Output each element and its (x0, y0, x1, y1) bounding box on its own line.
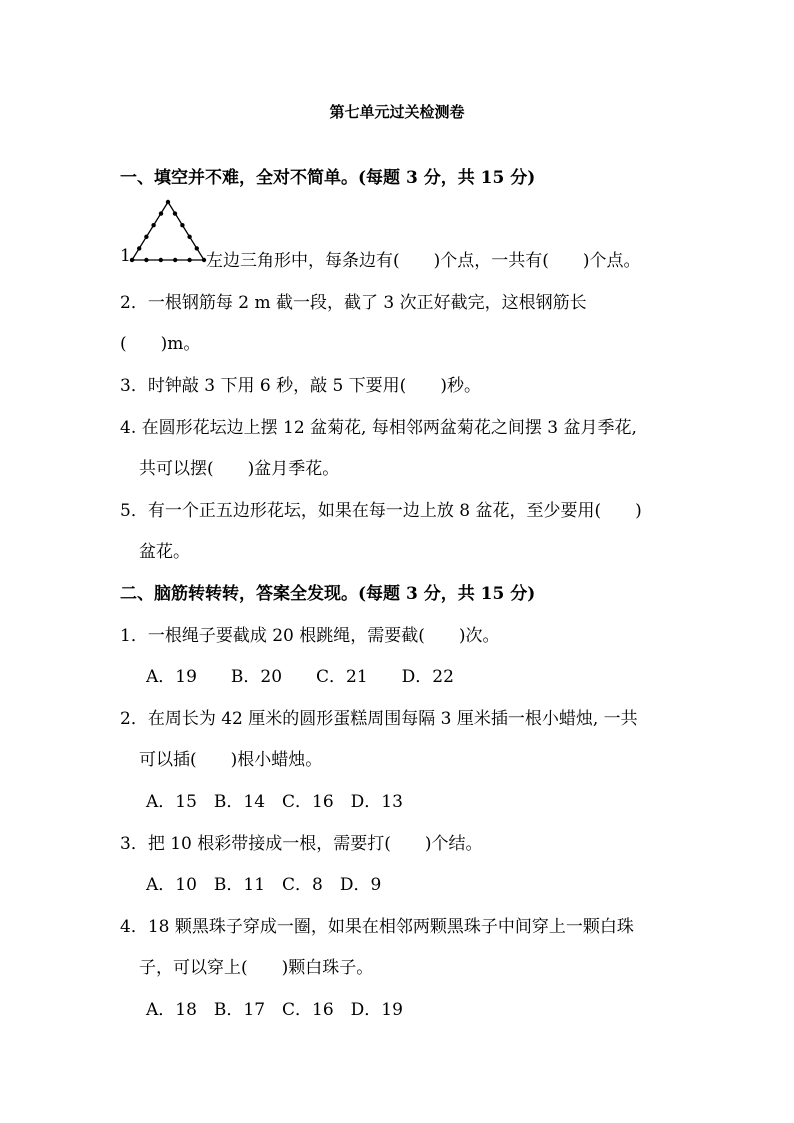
question-1-number: 1. (120, 246, 137, 266)
page-title: 第七单元过关检测卷 (329, 103, 465, 121)
question-4-line-1: 4. 在圆形花坛边上摆 12 盆菊花, 每相邻两盆菊花之间摆 3 盆月季花, (120, 418, 637, 438)
s2-question-2-line-2: 可以插( )根小蜡烛。 (139, 750, 323, 770)
s2-question-2-options: A．15 B．14 C．16 D．13 (146, 792, 403, 812)
question-2-line-1: 2．一根钢筋每 2 m 截一段，截了 3 次正好截完，这根钢筋长 (120, 293, 587, 313)
question-1-text: 左边三角形中，每条边有( )个点，一共有( )个点。 (206, 251, 641, 271)
s2-question-4-options: A．18 B．17 C．16 D．19 (146, 1000, 403, 1020)
question-2-line-2: ( )m。 (120, 334, 201, 354)
s2-question-4-line-2: 子，可以穿上( )颗白珠子。 (139, 958, 374, 978)
question-5-line-2: 盆花。 (139, 542, 190, 562)
s2-question-2-line-1: 2．在周长为 42 厘米的圆形蛋糕周围每隔 3 厘米插一根小蜡烛, 一共 (120, 709, 638, 729)
s2-question-4-line-1: 4．18 颗黑珠子穿成一圈，如果在相邻两颗黑珠子中间穿上一颗白珠 (120, 917, 634, 937)
s2-question-3-text: 3．把 10 根彩带接成一根，需要打( )个结。 (120, 834, 483, 854)
question-3-text: 3．时钟敲 3 下用 6 秒，敲 5 下要用( )秒。 (120, 376, 481, 396)
section-1-heading: 一、填空并不难，全对不简单。(每题 3 分，共 15 分) (120, 168, 536, 188)
s2-question-1-options: A．19 B．20 C．21 D．22 (146, 667, 454, 687)
section-2-heading: 二、脑筋转转转，答案全发现。(每题 3 分，共 15 分) (120, 584, 536, 604)
question-4-line-2: 共可以摆( )盆月季花。 (139, 459, 340, 479)
s2-question-1-text: 1．一根绳子要截成 20 根跳绳，需要截( )次。 (120, 626, 500, 646)
dotted-triangle-figure (128, 198, 208, 264)
question-5-line-1: 5．有一个正五边形花坛，如果在每一边上放 8 盆花，至少要用( ) (120, 501, 642, 521)
s2-question-3-options: A．10 B．11 C．8 D．9 (146, 875, 382, 895)
